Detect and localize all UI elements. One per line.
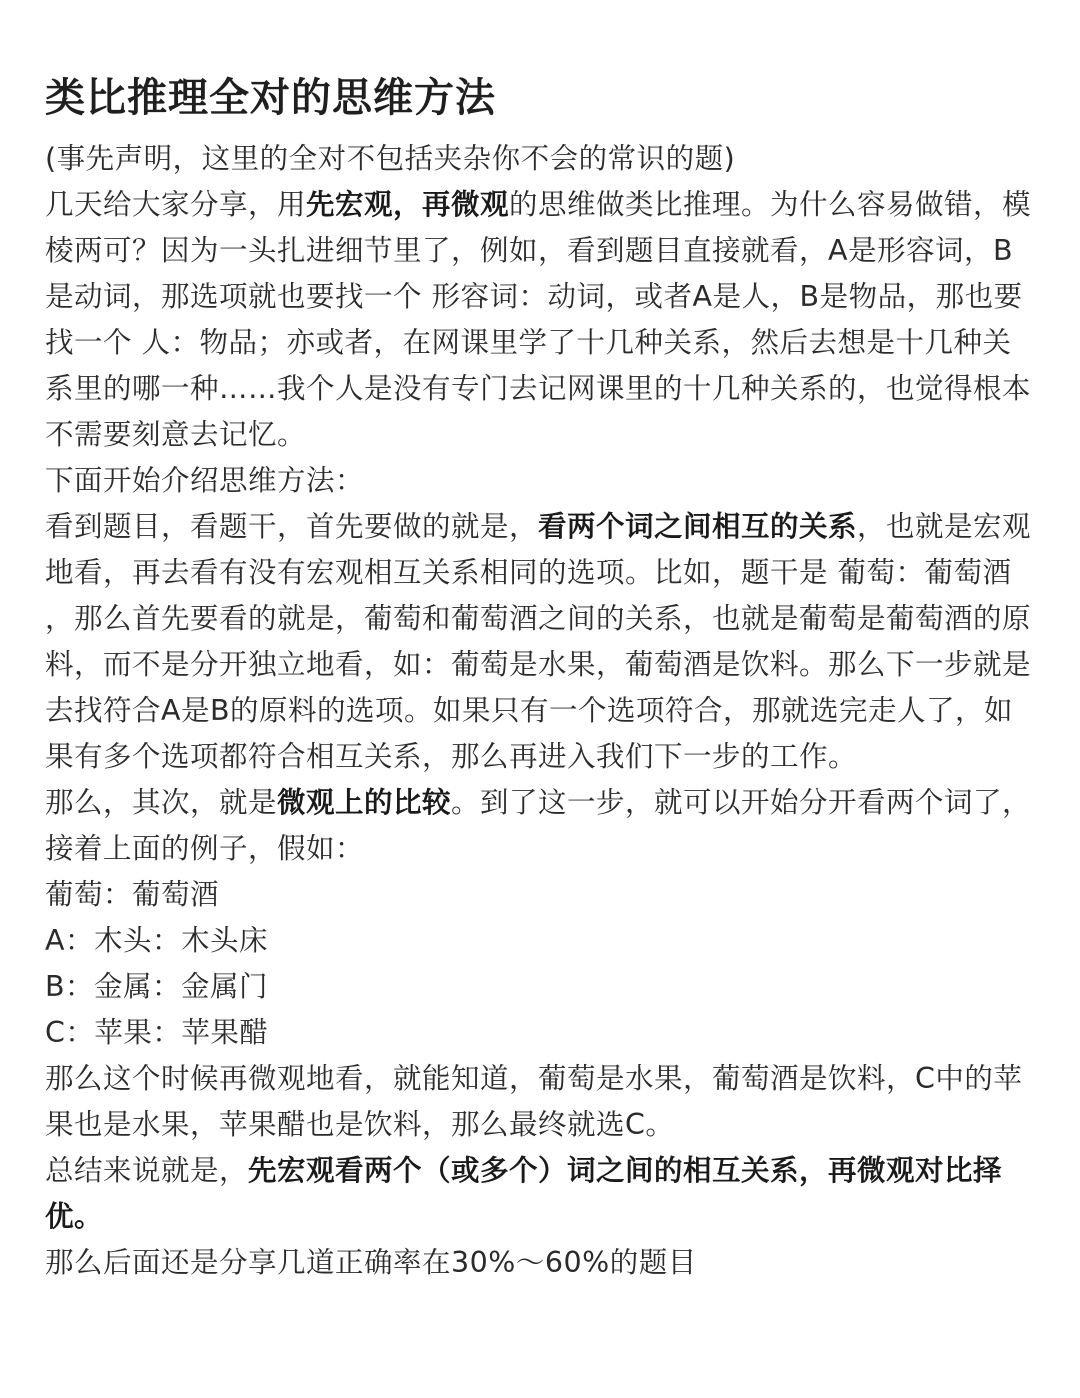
intro-text: 几天给大家分享，用: [45, 188, 307, 221]
step2-emphasis: 微观上的比较: [277, 786, 452, 819]
article: [45, 70, 1040, 1286]
summary-emphasis: 先宏观看两个（或多个）词之间的相互关系，再微观对比择优。: [45, 1154, 1003, 1233]
article-title: 类比推理全对的思维方法: [45, 75, 496, 121]
step2-paragraph: [45, 780, 1040, 872]
method-heading: 下面开始介绍思维方法：: [45, 464, 365, 497]
example-option-c: C：苹果：苹果醋: [45, 1016, 269, 1049]
intro-text-rest: 的思维做类比推理。为什么容易做错，模棱两可？因为一头扎进细节里了，例如，看到题目直接就看，A是形容词，B是动词，那选项就也要找一个 形容词：动词，或者A是人，B是物品，那也要找一个 人：物品；亦或者，在网课里学了十几种关系，然后去想是十几种关系里的哪一种……我个人是没有专门去记网课里的十几种关系的，也觉得根本不需要刻意去记忆。: [45, 188, 1032, 451]
step1-text: 看到题目，看题干，首先要做的就是，: [45, 510, 539, 543]
summary-text: 总结来说就是，: [45, 1154, 249, 1187]
analysis-paragraph: 那么这个时候再微观地看，就能知道，葡萄是水果，葡萄酒是饮料，C中的苹果也是水果，苹果醋也是饮料，那么最终就选C。: [45, 1062, 1023, 1141]
step1-paragraph: [45, 504, 1040, 780]
example-option-b: B：金属：金属门: [45, 970, 269, 1003]
intro-emphasis: 先宏观，再微观: [306, 188, 510, 221]
step1-emphasis: 看两个词之间相互的关系: [538, 510, 858, 543]
example-stem: 葡萄：葡萄酒: [45, 878, 220, 911]
summary-paragraph: [45, 1148, 1040, 1240]
closing-paragraph: 那么后面还是分享几道正确率在30%～60%的题目: [45, 1246, 697, 1279]
intro-paragraph: [45, 182, 1040, 458]
step2-text-rest: 。到了这一步，就可以开始分开看两个词了，接着上面的例子，假如：: [45, 786, 1032, 865]
example-option-a: A：木头：木头床: [45, 924, 268, 957]
step2-text: 那么，其次，就是: [45, 786, 278, 819]
step1-text-rest: ，也就是宏观地看，再去看有没有宏观相互关系相同的选项。比如，题干是 葡萄：葡萄酒 ，那么首先要看的就是，葡萄和葡萄酒之间的关系，也就是葡萄是葡萄酒的原料，而不是分开独立地看，如：葡萄是水果，葡萄酒是饮料。那么下一步就是去找符合A是B的原料的选项。如果只有一个选项符合，那就选完走人了，如果有多个选项都符合相互关系，那么再进入我们下一步的工作。: [45, 510, 1032, 773]
disclaimer: (事先声明，这里的全对不包括夹杂你不会的常识的题): [45, 142, 736, 175]
